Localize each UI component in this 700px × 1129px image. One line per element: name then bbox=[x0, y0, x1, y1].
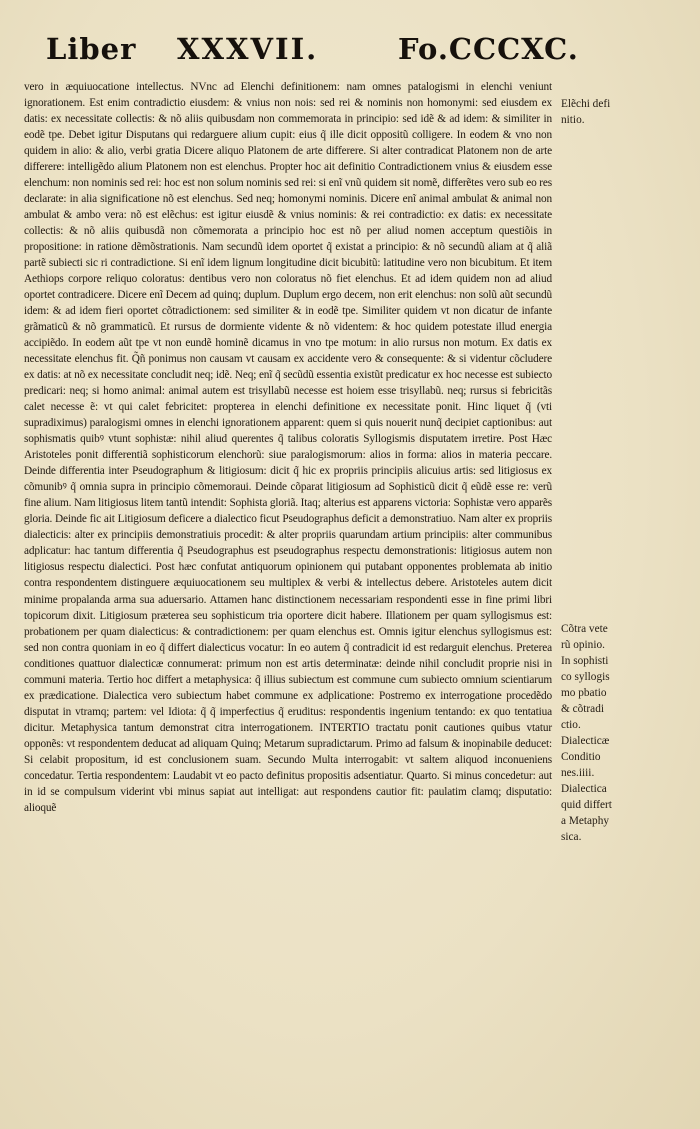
margin-note-line: rũ opinio. bbox=[561, 639, 605, 651]
header-folio-number: Fo.CCCXC. bbox=[398, 32, 579, 66]
margin-note-line: nitio. bbox=[561, 114, 585, 126]
header-liber: Liber bbox=[46, 32, 137, 66]
margin-note-line: sica. bbox=[561, 831, 582, 843]
margin-note-line: In sophisti bbox=[561, 655, 609, 667]
margin-note-line: & cõtradi bbox=[561, 703, 604, 715]
margin-note-line: Dialectica bbox=[561, 783, 607, 795]
main-text: vero in æquiuocatione intellectus. NVnc ad Elenchi definitionem: nam omnes patalogismi in elenchi veniunt ignorationem. Est enim contradictio eiusdem: & vnius non nois: sed rei & nominis non homonymi: sed eiusdem ex datis: ex necessitate collectis: & nõ aliis quibusdam non commemorata in principio: sed idẽ & ad idem: & similiter in eodẽ tpe. Debet igitur Disputans qui redarguere alium cupit: eius q̃ ille dicit oppositũ colligere. In eodem & vno non quidem in alio: & alio, verbi gratia Dicere aliquo Platonem de arte differere. Si alter contradicat Platonem non de arte differere: intelligẽdo alium Platonem non est elenchus. Propter hoc ait definitio Contradictionem vnius & eiusdem esse elenchum: non nominis sed rei: hoc est non solum nominis sed rei: si enĩ vnũ quidem sit nomẽ, differẽtes vero sub eo res declarate: in alia significatione nõ est elenchus. Sed neq; homonymi nominis. Dicere enĩ animal ambulat & animal non ambulat & ambo vera: nõ est elẽchus: est igitur eiusdẽ & vnius nominis: & rei contradictio: ex datis: ex necessitate collectis: & nõ aliis quibusdã non cõmemorata a principio hoc est nõ per aliud nomen acceptum questiõis in propositione: in ratione dẽmõstrationis. Nam secundũ idem oportet q̃ existat a principio: & nõ secundũ aliam at q̃ aliã partẽ subiecti sic ri contradictione. Si enĩ idem lignum longitudine dicit bicubitũ: latitudine vero non bicubitum. Et item Aethiops corpore reliquo coloratus: dentibus vero non coloratus nõ fiet elenchus. Et ad idem quidem non ad aliud oportet contradicere. Dicere enĩ Decem ad quinq; duplum. Duplum ergo decem, non erit elenchus: non solũ aũt secundũ idem: & ad idem fieri oportet cõtradictionem: sed similiter & in eodẽ tpe. Similiter quidem vt non dicatur de infante grãmaticũ & nõ grammaticũ. Et rursus de dormiente vidente & nõ videntem: & hoc quidem potestate illud energia accipiẽdo. In eodem aũt tpe vt non eundẽ hominẽ dicamus in vno tpe motum: in alio rursus non motum. Ex datis ex necessitate elenchus fit. Q̃ñ ponimus non causam vt causam ex accidente vero & consequente: & si videntur cõcludere ex datis: at nõ ex necessitate concludit neq; idẽ. Neq; enĩ q̃ secũdũ essentia existũt predicatur ex hoc necesse est subiecto predicari: neq; si homo animal: animal autem est trisyllabũ necesse est hoiem esse trisyllabũ. neq; rursus si febricitãs calet necesse ẽ: vt qui calet febricitet: propterea in elenchi definitione ex necessitate ponit. Hinc liquet q̃ (vti supradiximus) paralogismi omnes in elenchi ignorationem apparent: quem si quis nouerit nunq̃ decipiet captionibus: aut sophismatis quibꝰ vtunt sophistæ: nihil aliud querentes q̃ talibus coloratis Syllogismis disputatem irretire. Post Hæc Aristoteles ponit differentiã sophisticorum elenchorũ: siue paralogismorum: alios in forma: alios in materia peccare. Deinde differentia inter Pseudographum & litigiosum: dicit q̃ hic ex propriis principiis alicuius artis: sed litigiosus ex cõmunibꝰ q̃ omnia supra in principio cõmemoraui. Deinde cõparat litigiosum ad Sophisticũ dicit q̃ eũdẽ esse re: verũ fine alium. Nam litigiosus litem tantũ intendit: Sophista gloriã. Itaq; alterius est apparens victoria: Sophistæ vero apparẽs gloria. Deinde fic ait Litigiosum deficere a dialectico ficut Pseudographus deficit a demonstratiuo. Nam alter ex propriis dialecticis: alter ex principiis demonstratiuis procedit: & alter propriis quarundam artium principiis: alter communibus adplicatur: hac tantum differentia q̃ Pseudographus est pseudographus respectu demonstrationis: litigiosus autem non litigiosus respectu dialectici. Post hæc confutat antiquorum opinionem qui putabant opponentes problemata ab initio contra respondentem distinguere æquiuocationem seu multiplex & verbi & intellectus debere. Aristoteles autem dicit minime propalanda arma sua aduersario. Attamen hanc distinctionem necessariam respondenti esse in fine primi libri topicorum dixit. Litigiosum præterea seu sophisticum tria oportere dicit habere. Illationem per quam syllogismus est: probationem per quam dialecticus: & contradictionem: per quam elenchus est. Omnis igitur elenchus syllogismus est: sed non contra quoniam in eo q̃ differt dialecticus vocatur: In eo autem q̃ contradicit id est redarguit elenchus. Preterea conditiones quattuor dialecticæ connumerat: primum non est artis determinatæ: deinde nihil concludit proprie nisi in communi materia. Tertio hoc differt a metaphysica: q̃ illius subiectum est commune cum subiecto omnium scientiarum ex prædicatione. Dialectica vero subiectum habet commune ex adplicatione: Postremo ex interrogatione procedẽdo disputat in vtramq; partem: vel Idiota: q̃ q̃ imperfectius q̃ eruditus: respondentis ingenium tentando: ex quo tentatiua dicitur. Metaphysica tantum demonstrat citra interrogationem. INTERTIO tractatu ponit cautiones quibus vtatur opponẽs: vt respondentem deducat ad aliquam Quinq; Metarum supradictarum. Primo ad falsum & inopinabile deducet: Si celabit propositum, id est conclusionem suam. Secundo Multa interrogabit: vt saltem aliquod inconueniens concedatur. Tertia respondentem: Laudabit vt eo pacto definitus propositis adsentiatur. Quarto. Si minus concedetur: aut in id se compulsum viderint vbi minus sapiat aut intelligat: aut respondens cautior fit: paulatim clamq; disputatio: alioquẽ bbox=[24, 81, 552, 814]
margin-note-line: nes.iiii. bbox=[561, 767, 595, 779]
margin-note-line: Elẽchi defi bbox=[561, 98, 611, 110]
main-text-block bbox=[24, 79, 552, 816]
header-book-number: XXXVII. bbox=[177, 32, 319, 66]
margin-note-line: co syllogis bbox=[561, 671, 610, 683]
margin-note-definition bbox=[561, 96, 645, 128]
margin-note-line: Dialecticæ bbox=[561, 735, 610, 747]
margin-note-line: Conditio bbox=[561, 751, 601, 763]
margin-note-line: a Metaphy bbox=[561, 815, 609, 827]
margin-note-line: Cõtra vete bbox=[561, 623, 608, 635]
margin-note-line: ctio. bbox=[561, 719, 581, 731]
margin-note-dialectic bbox=[561, 621, 645, 845]
running-header bbox=[30, 28, 590, 78]
margin-note-line: mo pbatio bbox=[561, 687, 607, 699]
margin-note-line: quid differt bbox=[561, 799, 612, 811]
